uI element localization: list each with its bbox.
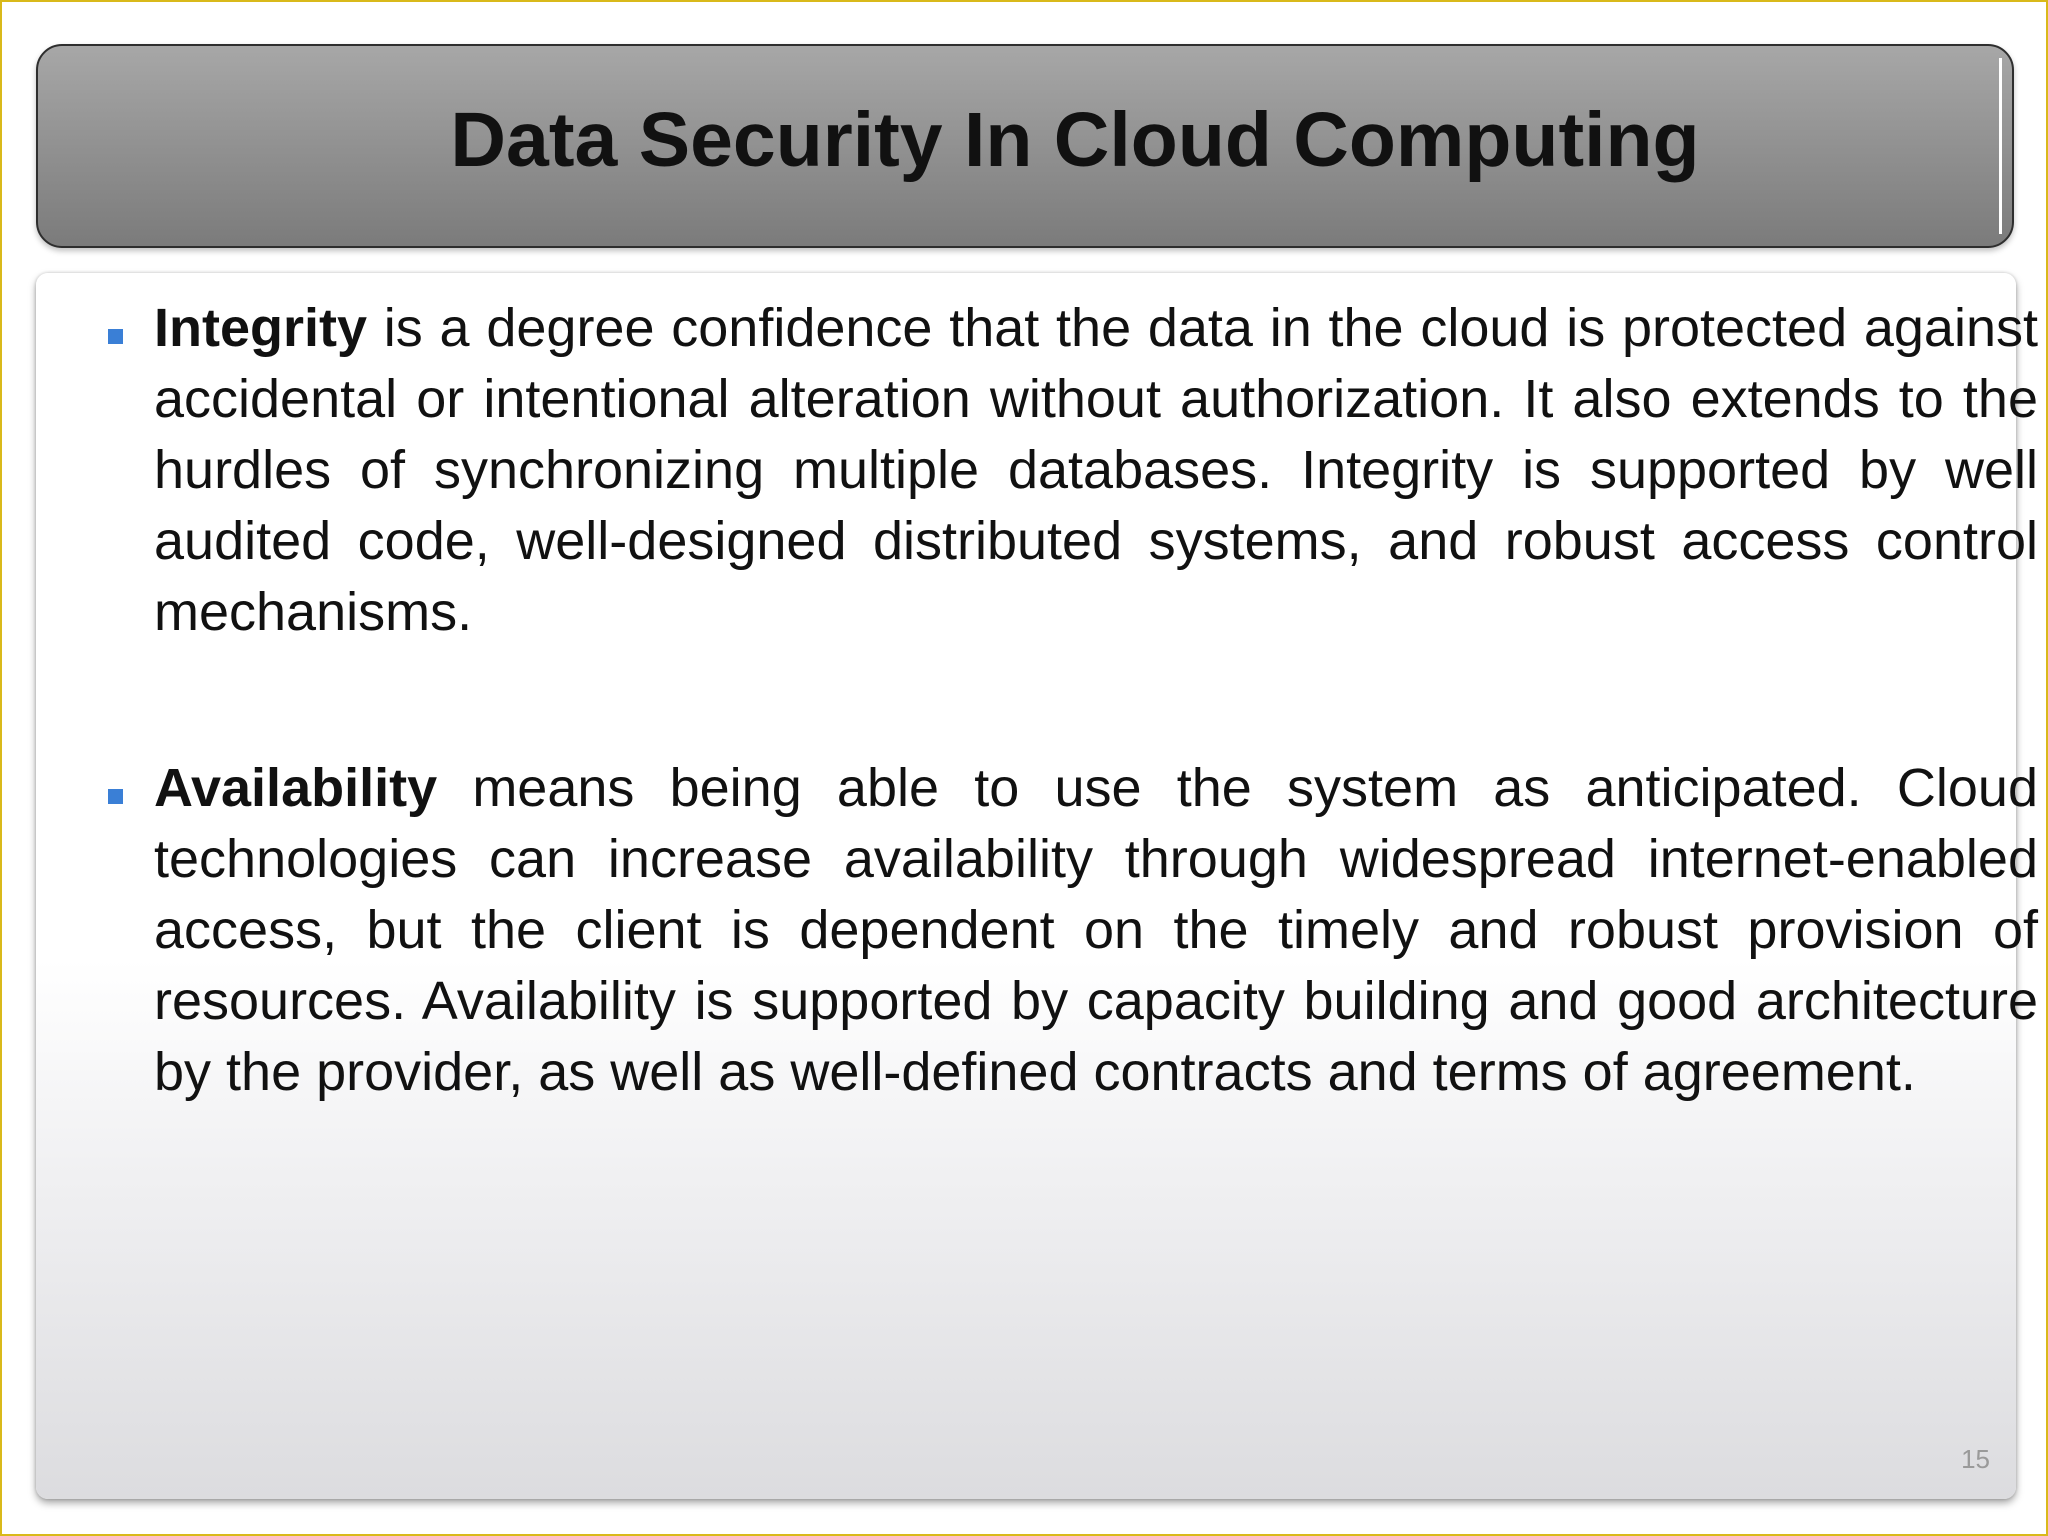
bullet-text — [154, 293, 2038, 648]
bullet-body: means being able to use the system as anticipated. Cloud technologies can increase availability through widespread internet-enabled access, but the client is dependent on the timely and robust provision of resources. Availability is supported by capacity building and good architecture by the provider, as well as well-defined contracts and terms of agreement. — [154, 758, 2038, 1102]
title-bar — [36, 44, 2014, 248]
page-number: 15 — [1961, 1444, 1990, 1474]
bullet-body: is a degree confidence that the data in the cloud is protected against accidental or intentional alteration without authorization. It also extends to the hurdles of synchronizing multiple databases. Integrity is supported by well audited code, well-designed distributed systems, and robust access control mechanisms. — [154, 298, 2038, 642]
square-bullet-icon — [108, 789, 123, 804]
content-panel — [36, 273, 2038, 1499]
slide-title: Data Security In Cloud Computing — [450, 97, 1700, 183]
bullet-term: Integrity — [154, 298, 368, 358]
bullet-text — [154, 753, 2038, 1108]
bullet-term: Availability — [154, 758, 438, 818]
square-bullet-icon — [108, 329, 123, 344]
